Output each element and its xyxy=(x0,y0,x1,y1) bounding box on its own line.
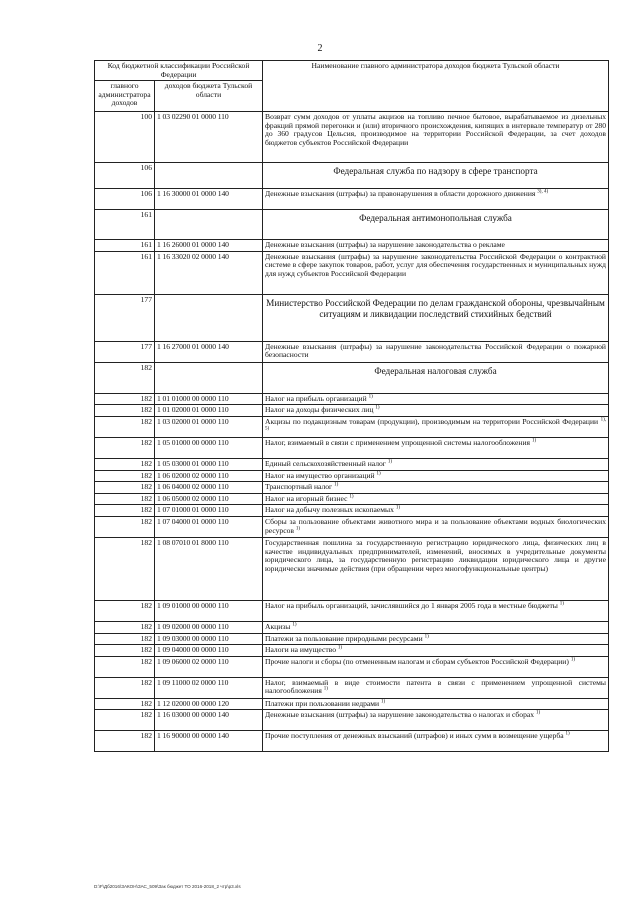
footnote-marker: 3), 4) xyxy=(537,189,549,195)
description-text: Прочие налоги и сборы (по отмененным налогам и сборам субъектов Российской Федерации) xyxy=(265,656,569,666)
table-row xyxy=(95,493,609,505)
footnote-marker: 1) xyxy=(387,459,392,465)
description-text: Налог, взимаемый в виде стоимости патента в связи с применением упрощенной системы налогообложения xyxy=(265,677,606,696)
table-row xyxy=(95,731,609,752)
revenue-code-cell xyxy=(155,210,263,240)
admin-code-cell: 182 xyxy=(95,698,155,710)
admin-code-cell: 182 xyxy=(95,731,155,752)
table-row xyxy=(95,405,609,417)
revenue-description-cell xyxy=(263,537,609,600)
admin-code-cell: 161 xyxy=(95,240,155,252)
table-row xyxy=(95,437,609,458)
revenue-code-cell: 1 16 03000 00 0000 140 xyxy=(155,710,263,731)
description-text: Налог на имущество организаций xyxy=(265,470,375,480)
footnote-marker: 1) xyxy=(334,482,339,488)
table-row xyxy=(95,621,609,633)
admin-code-cell: 182 xyxy=(95,505,155,517)
admin-code-cell: 177 xyxy=(95,294,155,341)
footnote-marker: 1) xyxy=(559,601,564,607)
admin-code-cell: 182 xyxy=(95,437,155,458)
group-row xyxy=(95,362,609,393)
revenue-description-cell xyxy=(263,710,609,731)
revenue-code-cell: 1 05 03000 01 0000 110 xyxy=(155,458,263,470)
revenue-description-cell xyxy=(263,600,609,621)
revenue-description-cell xyxy=(263,470,609,482)
revenue-code-cell: 1 06 05000 02 0000 110 xyxy=(155,493,263,505)
footnote-marker: 1) xyxy=(295,526,301,531)
description-text: Налог на прибыль организаций xyxy=(265,393,367,403)
description-text: Денежные взыскания (штрафы) за нарушение законодательства Российской Федерации о контрактной системе в сфере закупок товаров, работ, услуг для обеспечения государственных и муниципальных нужд для нужд субъектов Российской Федерации xyxy=(265,251,606,278)
table-row xyxy=(95,710,609,731)
revenue-code-cell: 1 16 27000 01 0000 140 xyxy=(155,341,263,362)
admin-code-cell: 182 xyxy=(95,482,155,494)
description-text: Денежные взыскания (штрафы) за нарушение законодательства о налогах и сборах xyxy=(265,710,535,720)
revenue-code-cell: 1 09 03000 00 0000 110 xyxy=(155,633,263,645)
description-text: Транспортный налог xyxy=(265,482,333,492)
table-row xyxy=(95,505,609,517)
revenue-code-cell: 1 16 90000 00 0000 140 xyxy=(155,731,263,752)
admin-code-cell: 182 xyxy=(95,710,155,731)
description-text: Налог на добычу полезных ископаемых xyxy=(265,505,394,515)
description-text: Платежи за пользование природными ресурсами xyxy=(265,633,423,643)
admin-code-cell: 177 xyxy=(95,341,155,362)
revenue-code-cell: 1 06 02000 02 0000 110 xyxy=(155,470,263,482)
group-row xyxy=(95,294,609,341)
revenue-description-cell xyxy=(263,437,609,458)
footnote-marker: 1) xyxy=(565,731,570,737)
revenue-description-cell xyxy=(263,493,609,505)
revenue-column-header: доходов бюджета Тульской области xyxy=(155,81,263,112)
revenue-description-cell xyxy=(263,393,609,405)
table-row xyxy=(95,656,609,677)
table-row xyxy=(95,112,609,163)
footnote-marker: 1) xyxy=(376,471,381,477)
description-text: Единый сельскохозяйственный налог xyxy=(265,458,386,468)
table-row xyxy=(95,470,609,482)
revenue-description-cell xyxy=(263,731,609,752)
table-row xyxy=(95,482,609,494)
description-text: Налоги на имущество xyxy=(265,645,337,655)
revenue-code-cell: 1 03 02290 01 0000 110 xyxy=(155,112,263,163)
admin-code-cell: 106 xyxy=(95,189,155,210)
footnote-marker: 1) xyxy=(535,710,541,716)
footnote-marker: 1) xyxy=(375,405,380,411)
admin-code-cell: 182 xyxy=(95,600,155,621)
revenue-code-cell: 1 08 07010 01 8000 110 xyxy=(155,537,263,600)
description-text: Денежные взыскания (штрафы) за нарушение законодательства о рекламе xyxy=(265,240,505,250)
admin-code-cell: 182 xyxy=(95,493,155,505)
table-row xyxy=(95,251,609,294)
admin-code-cell: 106 xyxy=(95,163,155,189)
revenue-admin-table xyxy=(94,60,609,752)
revenue-description-cell xyxy=(263,621,609,633)
revenue-code-cell: 1 01 02000 01 0000 110 xyxy=(155,405,263,417)
revenue-code-cell xyxy=(155,362,263,393)
description-text: Акцизы по подакцизным товарам (продукции), производимым на территории Российской Федерации xyxy=(265,416,599,426)
description-text: Налог, взимаемый в связи с применением упрощенной системы налогообложения xyxy=(265,437,531,447)
description-text: Возврат сумм доходов от уплаты акцизов на топливо печное бытовое, вырабатываемое из дизельных фракций прямой перегонки и (или) вторичного происхождения, кипящих в интервале температур от 280 до 360 градусов Цельсия, производимое на территории Российской Федерации, за счет доходов бюджетов субъектов Российской Федерации xyxy=(265,112,606,147)
revenue-description-cell xyxy=(263,416,609,437)
table-body xyxy=(95,112,609,752)
description-text: Денежные взыскания (штрафы) за правонарушения в области дорожного движения xyxy=(265,189,536,199)
revenue-description-cell xyxy=(263,251,609,294)
table-row xyxy=(95,677,609,698)
revenue-description-cell xyxy=(263,240,609,252)
code-group-header: Код бюджетной классификации Российской Федерации xyxy=(95,61,263,81)
revenue-code-cell: 1 09 04000 00 0000 110 xyxy=(155,645,263,657)
admin-code-cell: 161 xyxy=(95,210,155,240)
revenue-code-cell: 1 16 33020 02 0000 140 xyxy=(155,251,263,294)
admin-code-cell: 182 xyxy=(95,470,155,482)
admin-code-cell: 182 xyxy=(95,458,155,470)
revenue-code-cell xyxy=(155,294,263,341)
table-row xyxy=(95,600,609,621)
revenue-code-cell: 1 07 04000 01 0000 110 xyxy=(155,516,263,537)
table-row xyxy=(95,189,609,210)
admin-code-cell: 182 xyxy=(95,645,155,657)
revenue-description-cell xyxy=(263,633,609,645)
table-row xyxy=(95,537,609,600)
revenue-code-cell: 1 03 02000 01 0000 110 xyxy=(155,416,263,437)
footnote-marker: 1) xyxy=(395,505,400,511)
description-text: Прочие поступления от денежных взысканий (штрафов) и иных сумм в возмещение ущерба xyxy=(265,731,564,741)
revenue-code-cell: 1 07 01000 01 0000 110 xyxy=(155,505,263,517)
revenue-description-cell xyxy=(263,341,609,362)
description-text: Федеральная налоговая служба xyxy=(374,365,497,376)
table-row xyxy=(95,698,609,710)
revenue-code-cell: 1 09 02000 00 0000 110 xyxy=(155,621,263,633)
revenue-code-cell: 1 05 01000 00 0000 110 xyxy=(155,437,263,458)
footnote-marker: 1) xyxy=(323,686,328,692)
revenue-code-cell: 1 06 04000 02 0000 110 xyxy=(155,482,263,494)
table-row xyxy=(95,516,609,537)
footnote-marker: 1) xyxy=(570,657,575,663)
revenue-code-cell: 1 09 01000 00 0000 110 xyxy=(155,600,263,621)
table-row xyxy=(95,645,609,657)
description-text: Федеральная служба по надзору в сфере транспорта xyxy=(333,166,538,177)
footnote-marker: 1) xyxy=(292,622,297,628)
revenue-code-cell: 1 09 06000 02 0000 110 xyxy=(155,656,263,677)
admin-code-cell: 182 xyxy=(95,405,155,417)
admin-code-cell: 161 xyxy=(95,251,155,294)
revenue-description-cell xyxy=(263,656,609,677)
revenue-description-cell xyxy=(263,189,609,210)
revenue-description-cell xyxy=(263,516,609,537)
revenue-code-cell xyxy=(155,163,263,189)
admin-code-cell: 182 xyxy=(95,677,155,698)
administrator-title-cell xyxy=(263,362,609,393)
admin-code-cell: 182 xyxy=(95,362,155,393)
description-text: Налог на игорный бизнес xyxy=(265,493,348,503)
revenue-description-cell xyxy=(263,458,609,470)
revenue-code-cell: 1 16 26000 01 0000 140 xyxy=(155,240,263,252)
description-text: Акцизы xyxy=(265,621,291,631)
administrator-title-cell xyxy=(263,163,609,189)
table-row xyxy=(95,416,609,437)
admin-code-cell: 182 xyxy=(95,416,155,437)
revenue-code-cell: 1 16 30000 01 0000 140 xyxy=(155,189,263,210)
table-row xyxy=(95,458,609,470)
admin-code-cell: 182 xyxy=(95,621,155,633)
description-text: Налог на прибыль организаций, зачислявшийся до 1 января 2005 года в местные бюджеты xyxy=(265,600,558,610)
table-row xyxy=(95,393,609,405)
table-row xyxy=(95,240,609,252)
description-text: Министерство Российской Федерации по делам гражданской обороны, чрезвычайным ситуациям и ликвидации последствий стихийных бедствий xyxy=(266,297,605,319)
revenue-description-cell xyxy=(263,645,609,657)
revenue-code-cell: 1 01 01000 00 0000 110 xyxy=(155,393,263,405)
description-text: Денежные взыскания (штрафы) за нарушение законодательства Российской Федерации о пожарной безопасности xyxy=(265,341,606,360)
revenue-description-cell xyxy=(263,482,609,494)
file-path-footer: D:\F\Дб2016\ЗАКОН\ЗАС_509\Зак бюджет ТО 2016-2018_2 чтр\р3.xls xyxy=(94,884,241,889)
footnote-marker: 1) xyxy=(368,394,373,400)
revenue-description-cell xyxy=(263,698,609,710)
admin-column-header: главного администратора доходов xyxy=(95,81,155,112)
table-row xyxy=(95,633,609,645)
admin-code-cell: 182 xyxy=(95,633,155,645)
admin-code-cell: 182 xyxy=(95,656,155,677)
description-text: Платежи при пользовании недрами xyxy=(265,698,380,708)
footnote-marker: 1) xyxy=(337,645,343,651)
footnote-marker: 1), 5) xyxy=(265,417,606,432)
admin-code-cell: 100 xyxy=(95,112,155,163)
revenue-description-cell xyxy=(263,405,609,417)
footnote-marker: 1) xyxy=(349,494,354,500)
table-row xyxy=(95,341,609,362)
description-text: Налог на доходы физических лиц xyxy=(265,405,374,415)
description-text: Сборы за пользование объектами животного мира и за пользование объектами водных биологических ресурсов xyxy=(265,516,606,535)
footnote-marker: 1) xyxy=(381,699,386,705)
footnote-marker: 1) xyxy=(531,438,537,444)
name-column-header: Наименование главного администратора доходов бюджета Тульской области xyxy=(263,61,609,112)
revenue-description-cell xyxy=(263,677,609,698)
revenue-code-cell: 1 12 02000 00 0000 120 xyxy=(155,698,263,710)
revenue-description-cell xyxy=(263,112,609,163)
description-text: Федеральная антимонопольная служба xyxy=(359,213,512,224)
administrator-title-cell xyxy=(263,210,609,240)
administrator-title-cell xyxy=(263,294,609,341)
admin-code-cell: 182 xyxy=(95,516,155,537)
revenue-description-cell xyxy=(263,505,609,517)
revenue-code-cell: 1 09 11000 02 0000 110 xyxy=(155,677,263,698)
admin-code-cell: 182 xyxy=(95,393,155,405)
description-text: Государственная пошлина за государственную регистрацию юридического лица, физических лиц в качестве индивидуальных предпринимателей, изменений, вносимых в учредительные документы юридического лица, за государственную регистрацию ликвидации юридического лица и другие юридически значимые действия (при обращении через многофункциональные центры) xyxy=(265,537,606,573)
group-row xyxy=(95,210,609,240)
admin-code-cell: 182 xyxy=(95,537,155,600)
page-number: 2 xyxy=(317,43,323,54)
footnote-marker: 1) xyxy=(424,634,429,639)
group-row xyxy=(95,163,609,189)
